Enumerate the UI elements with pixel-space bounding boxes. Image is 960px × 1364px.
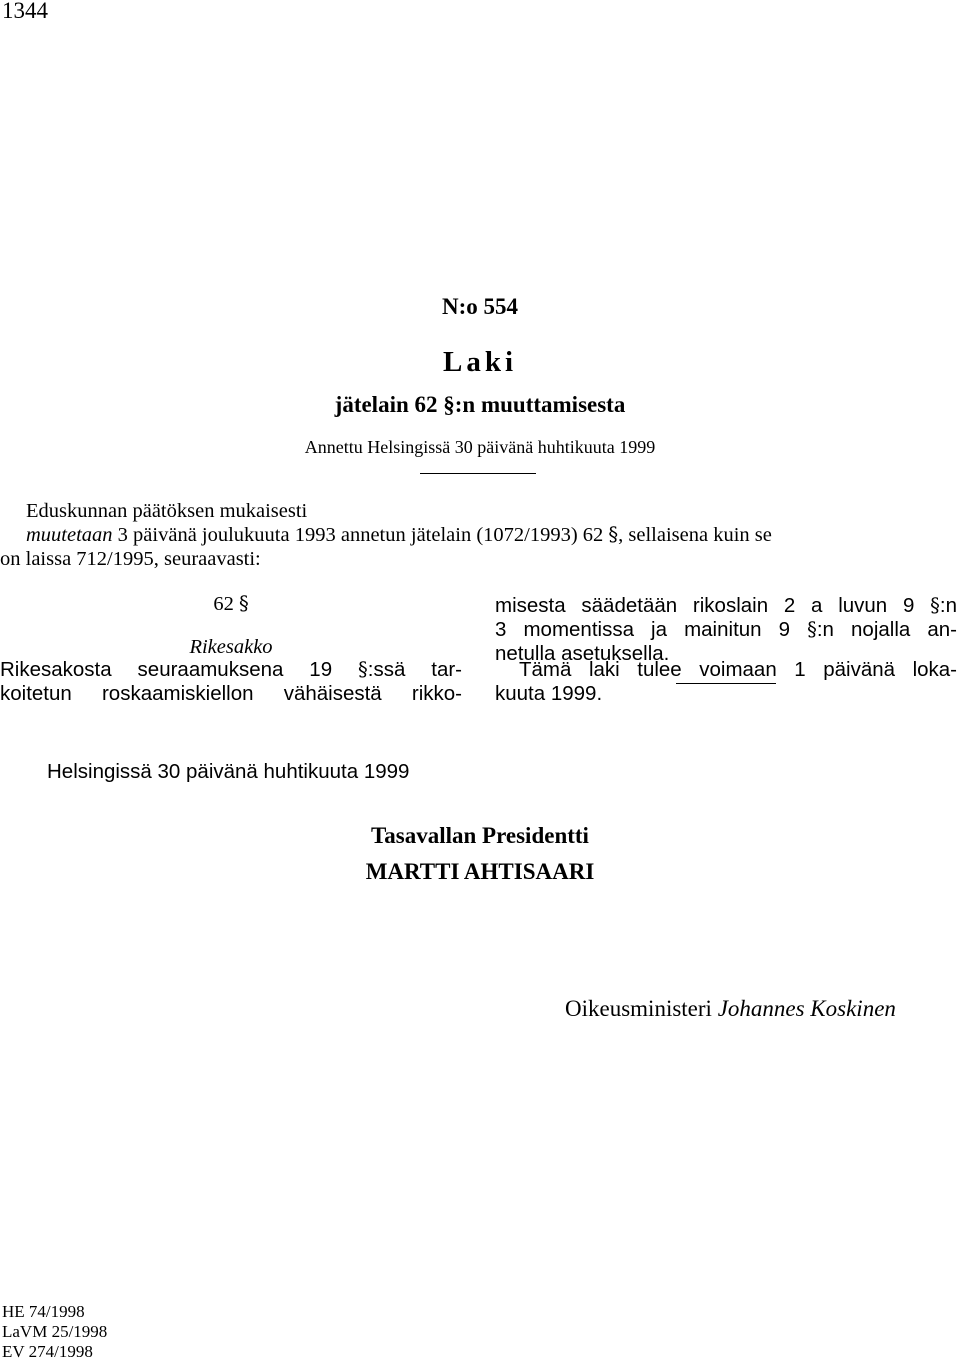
issued-date: Annettu Helsingissä 30 päivänä huhtikuuta 1999 <box>304 437 656 457</box>
section-symbol: § <box>807 618 817 641</box>
preamble-amendment <box>26 523 772 547</box>
section-text-line: koitetun roskaamiskiellon vähäisestä rikko- <box>0 682 462 705</box>
signing-place-date: Helsingissä 30 päivänä huhtikuuta 1999 <box>47 760 410 783</box>
text-fragment: :n nojalla an- <box>816 618 957 641</box>
reference-item: HE 74/1998 <box>2 1302 85 1321</box>
page-number: 1344 <box>2 0 48 23</box>
amend-word: muutetaan <box>26 524 113 546</box>
section-number-value: 62 <box>213 593 234 615</box>
entry-into-force-line: kuuta 1999. <box>495 682 603 705</box>
entry-into-force-line: Tämä laki tulee voimaan 1 päivänä loka- <box>519 658 957 681</box>
section-symbol: § <box>930 594 940 617</box>
section-number <box>0 592 462 616</box>
section-symbol: § <box>238 592 249 615</box>
text-fragment: :ssä tar- <box>367 658 463 681</box>
reference-item: LaVM 25/1998 <box>2 1322 108 1341</box>
section-heading: Rikesakko <box>189 636 273 658</box>
law-title: jätelain 62 §:n muuttamisesta <box>334 392 626 417</box>
amendment-tail: , sellaisena kuin se <box>618 524 772 546</box>
minister-signature <box>565 996 896 1022</box>
section-text-line <box>495 618 957 642</box>
preamble-closing: on laissa 712/1995, seuraavasti: <box>0 548 261 570</box>
signer-name: MARTTI AHTISAARI <box>365 859 595 884</box>
section-symbol: § <box>608 523 619 546</box>
section-text-line <box>495 594 957 618</box>
section-divider <box>676 683 776 684</box>
signer-title: Tasavallan Presidentti <box>371 823 589 848</box>
law-type: Laki <box>442 346 518 378</box>
text-fragment: :n <box>939 594 957 617</box>
header-divider <box>420 473 536 474</box>
minister-title: Oikeusministeri <box>565 996 712 1021</box>
text-fragment: 3 momentissa ja mainitun 9 <box>495 618 791 641</box>
reference-item: EV 274/1998 <box>2 1342 93 1361</box>
text-fragment: misesta säädetään rikoslain 2 a luvun 9 <box>495 594 915 617</box>
amendment-text: 3 päivänä joulukuuta 1993 annetun jätelain (1072/1993) 62 <box>117 524 604 546</box>
section-text-line <box>0 658 462 682</box>
section-text-line: netulla asetuksella. <box>495 642 670 665</box>
minister-name: Johannes Koskinen <box>717 996 896 1021</box>
text-fragment: Rikesakosta seuraamuksena 19 <box>0 658 333 681</box>
section-symbol: § <box>358 658 368 681</box>
law-number: N:o 554 <box>441 294 519 319</box>
preamble-intro: Eduskunnan päätöksen mukaisesti <box>26 500 308 522</box>
